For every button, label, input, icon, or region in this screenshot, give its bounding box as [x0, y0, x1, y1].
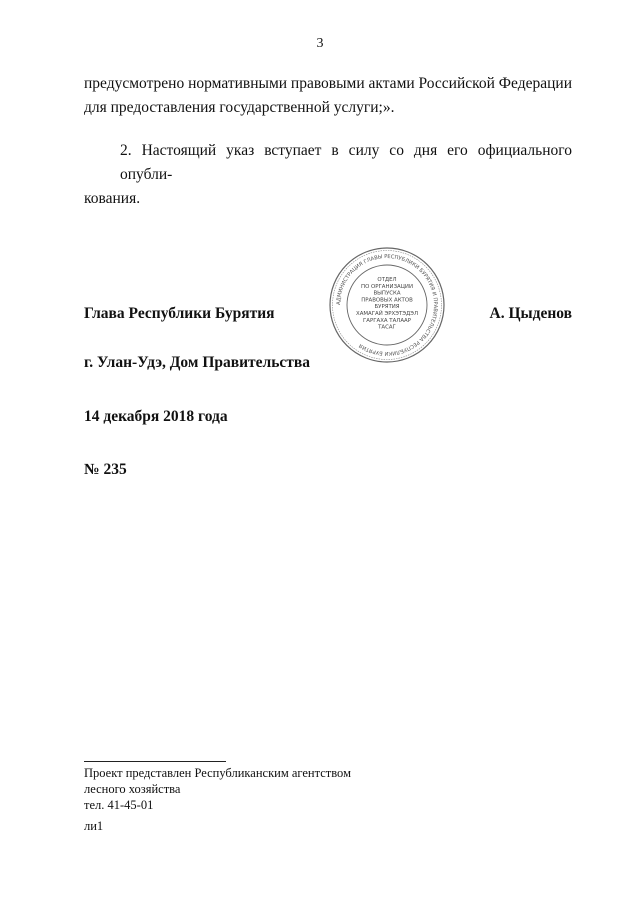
signature-name: А. Цыденов	[489, 305, 572, 322]
seal-text-line: ВЫПУСКА	[373, 290, 401, 297]
official-seal	[328, 246, 446, 364]
page-number: 3	[316, 36, 324, 51]
seal-text-line: ПРАВОВЫХ АКТОВ	[361, 297, 413, 304]
seal-text-line: ХАМАГАЙ ЭРХЭТЭДЭЛ	[356, 311, 418, 317]
place-of-signing: г. Улан-Удэ, Дом Правительства	[84, 354, 311, 371]
footnote-line-2: лесного хозяйства	[84, 782, 181, 796]
continuation-line-2: для предоставления государственной услуги;».	[84, 99, 395, 116]
signature-position: Глава Республики Бурятия	[84, 305, 275, 322]
document-number: № 235	[84, 461, 127, 478]
seal-ring-text: АДМИНИСТРАЦИЯ ГЛАВЫ РЕСПУБЛИКИ БУРЯТИЯ И ПРАВИТЕЛЬСТВА РЕСПУБЛИКИ БУРЯТИЯ	[335, 253, 439, 357]
document-date: 14 декабря 2018 года	[84, 408, 228, 425]
seal-text-line: БУРЯТИЯ	[374, 304, 400, 311]
seal-text-line: ГАРГАХА ТАЛААР	[363, 317, 411, 324]
continuation-line-1: предусмотрено нормативными правовыми актами Российской Федерации	[84, 75, 573, 92]
seal-text-line: ТАСАГ	[378, 324, 396, 331]
continuation-paragraph	[84, 72, 572, 120]
seal-text-line: ПО ОРГАНИЗАЦИИ	[361, 283, 413, 290]
clause-2-line-1: 2. Настоящий указ вступает в силу со дня его официального опубли-	[120, 142, 572, 183]
clause-2-line-2: кования.	[84, 190, 141, 207]
seal-text-line: ОТДЕЛ	[377, 277, 397, 283]
footnote-line-1: Проект представлен Республиканским агентством	[84, 766, 351, 780]
footnote-line-3: тел. 41-45-01	[84, 798, 154, 812]
footnote-block	[84, 765, 351, 813]
clause-2-paragraph	[84, 139, 572, 211]
footnote-divider	[84, 761, 226, 762]
footnote-initials: ли1	[84, 819, 104, 833]
